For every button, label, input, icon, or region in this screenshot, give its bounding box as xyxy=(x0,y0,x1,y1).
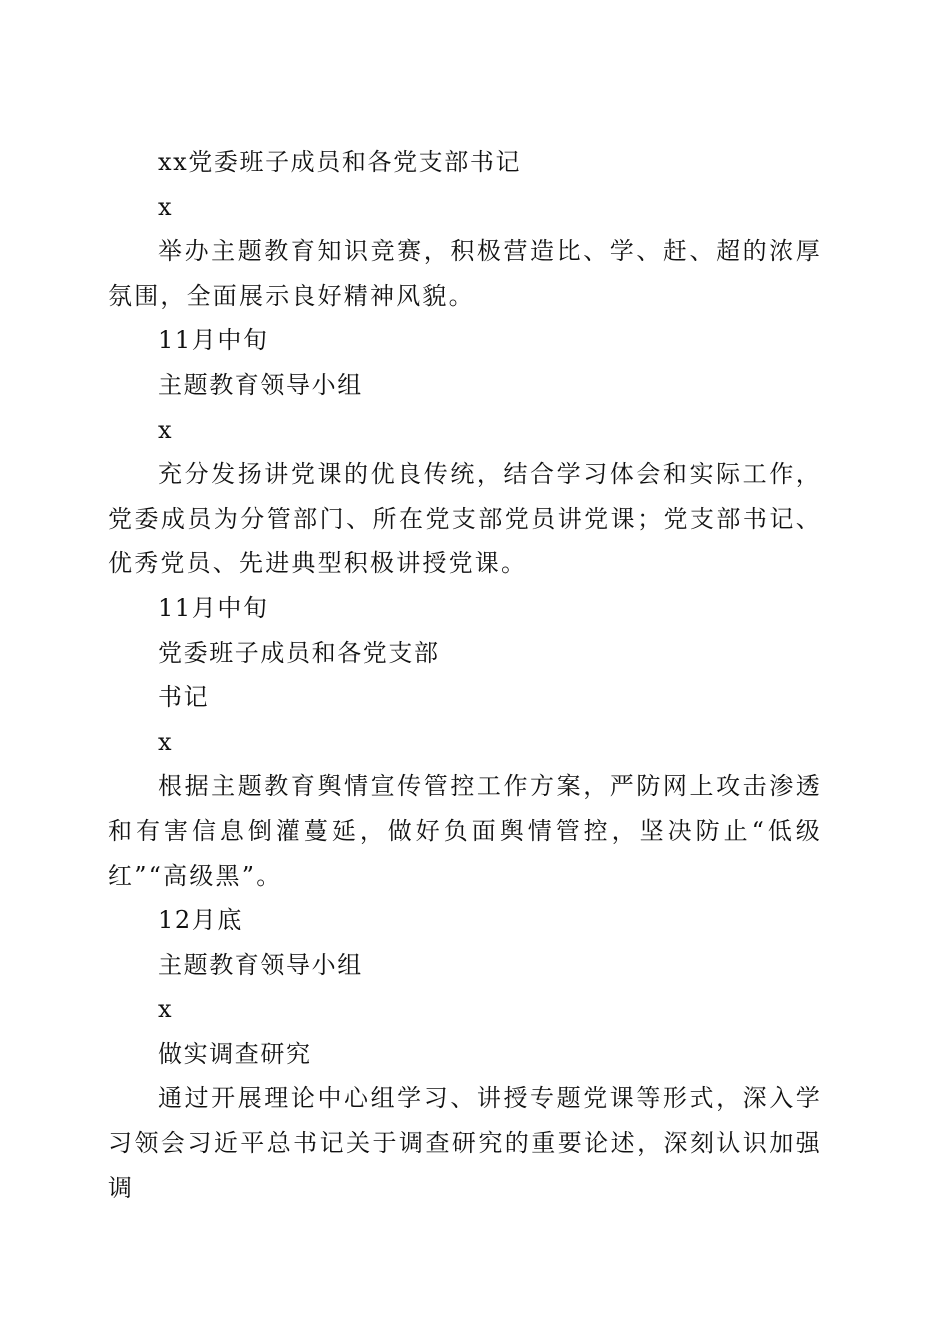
responsible-party: 主题教育领导小组 xyxy=(158,950,363,979)
responsible-party: xx党委班子成员和各党支部书记 xyxy=(158,148,522,176)
task-description: 充分发扬讲党课的优良传统，结合学习体会和实际工作，党委成员为分管部门、所在党支部党员讲党课；党支部书记、优秀党员、先进典型积极讲授党课。 xyxy=(108,460,822,578)
task-description: 通过开展理论中心组学习、讲授专题党课等形式，深入学习领会习近平总书记关于调查研究的重要论述，深刻认识加强调 xyxy=(108,1084,822,1202)
placeholder-mark: x xyxy=(158,727,174,756)
section-heading: 做实调查研究 xyxy=(158,1039,312,1068)
placeholder-mark: x xyxy=(158,995,174,1024)
responsible-party: 党委班子成员和各党支部 xyxy=(158,638,440,667)
responsible-party: 主题教育领导小组 xyxy=(158,370,363,399)
placeholder-mark: x xyxy=(158,415,174,444)
time-period: 11月中旬 xyxy=(158,326,269,355)
placeholder-mark: x xyxy=(158,192,174,221)
task-description: 举办主题教育知识竞赛，积极营造比、学、赶、超的浓厚氛围，全面展示良好精神风貌。 xyxy=(108,237,822,310)
responsible-party-continued: 书记 xyxy=(158,683,210,712)
time-period: 11月中旬 xyxy=(158,593,269,622)
task-description: 根据主题教育舆情宣传管控工作方案，严防网上攻击渗透和有害信息倒灌蔓延，做好负面舆情管控，坚决防止“低级红”“高级黑”。 xyxy=(108,772,822,890)
document-body xyxy=(108,140,822,1210)
time-period: 12月底 xyxy=(158,906,243,935)
